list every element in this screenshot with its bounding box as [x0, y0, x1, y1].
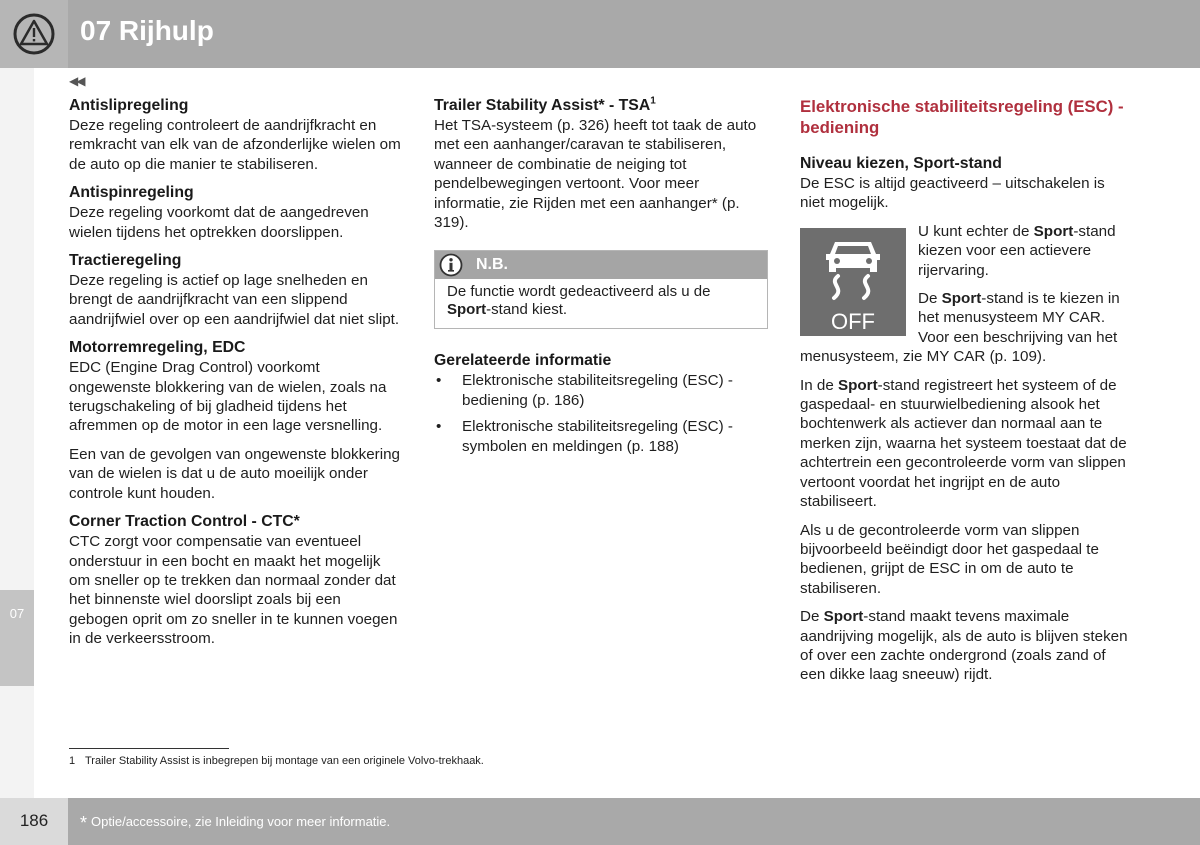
- section-title-ctc: Corner Traction Control - CTC*: [69, 513, 300, 531]
- footnote-divider: [69, 748, 229, 749]
- section-text-antislip: Deze regeling controleert de aandrijfkracht en remkracht van elk van de afzonderlijke wielen om de auto op die manier te stabiliseren.: [69, 117, 401, 173]
- section-text-antispin: Deze regeling voorkomt dat de aangedreven wielen tijdens het optrekken doorslippen.: [69, 204, 369, 241]
- footnote-number: 1: [69, 755, 76, 767]
- section-text-tsa: Het TSA-systeem (p. 326) heeft tot taak de auto met een aanhanger/caravan te stabiliseren, wanneer de combinatie de neiging tot pendelbewegingen vertoont. Voor meer informatie, zie Rijden met een aanhanger* (p. 319).: [434, 117, 757, 232]
- column-right: [800, 96, 1132, 694]
- section-text-edc-1: EDC (Engine Drag Control) voorkomt ongewenste blokkering van de wielen, zoals na terugschakeling of bij gladheid tijdens het afremmen op de motor in een lage versnelling.: [69, 359, 387, 435]
- esc-off-icon: [800, 228, 906, 336]
- related-link[interactable]: • Elektronische stabiliteitsregeling (ESC) - symbolen en meldingen (p. 188): [434, 417, 768, 456]
- chapter-tab-label: 07: [9, 606, 25, 621]
- star-icon: *: [80, 813, 88, 833]
- column-middle: [434, 96, 768, 463]
- section-title-antispin: Antispinregeling: [69, 184, 194, 202]
- related-info-title: Gerelateerde informatie: [434, 352, 612, 370]
- back-arrows-icon[interactable]: ◀◀: [69, 74, 84, 88]
- page-number-box: [0, 798, 68, 845]
- info-icon: [439, 253, 463, 277]
- esc-heading: Elektronische stabiliteitsregeling (ESC) - bediening: [800, 97, 1124, 137]
- footer-note-text: Optie/accessoire, zie Inleiding voor meer informatie.: [91, 814, 391, 829]
- esc-para-3: In de Sport-stand registreert het systeem of de gaspedaal- en stuurwielbediening alsook het bochtenwerk als actiever dan normaal aan te merken zijn, waarna het systeem toestaat dat de achtertrein een gecontroleerde vorm van slippen vertoont voordat het ingrijpt en de auto stabiliseert.: [800, 376, 1127, 511]
- esc-para-2: De Sport-stand is te kiezen in het menusysteem MY CAR. Voor een beschrijving van het menusysteem, zie MY CAR (p. 109).: [800, 290, 1120, 366]
- esc-subtitle: Niveau kiezen, Sport-stand: [800, 155, 1002, 172]
- footnote-ref[interactable]: 1: [650, 95, 656, 107]
- section-title-edc: Motorremregeling, EDC: [69, 339, 246, 357]
- section-text-ctc: CTC zorgt voor compensatie van eventueel onderstuur in een bocht en maakt het mogelijk om sneller op te trekken dan normaal zonder dat het binnenste wiel doorslipt zoals bij een gebogen oprit om zo sneller in te kunnen voegen in de verkeersstroom.: [69, 533, 398, 648]
- esc-subtitle-text: De ESC is altijd geactiveerd – uitschakelen is niet mogelijk.: [800, 175, 1105, 212]
- warning-triangle-icon: [12, 12, 56, 56]
- page-footer: [0, 798, 1200, 845]
- section-text-edc-2: Een van de gevolgen van ongewenste blokkering van de wielen is dat u de auto moeilijk onder controle kunt houden.: [69, 445, 400, 502]
- note-text-bold: Sport: [447, 301, 487, 319]
- note-text: De functie wordt gedeactiveerd als u de: [447, 283, 711, 301]
- chapter-tab[interactable]: [0, 590, 34, 686]
- esc-para-1: U kunt echter de Sport-stand kiezen voor een actievere rijervaring.: [918, 222, 1116, 279]
- esc-para-4: Als u de gecontroleerde vorm van slippen bijvoorbeeld beëindigt door het gaspedaal te bedienen, grijpt de ESC in om de auto te stabiliseren.: [800, 521, 1099, 597]
- related-info-list: [434, 371, 768, 456]
- section-title-tractie: Tractieregeling: [69, 252, 182, 270]
- esc-para-5: De Sport-stand maakt tevens maximale aandrijving mogelijk, als de auto is blijven steken of over een zachte ondergrond (zoals zand of een dikke laag sneeuw) rijdt.: [800, 608, 1128, 684]
- related-link[interactable]: • Elektronische stabiliteitsregeling (ESC) - bediening (p. 186): [434, 371, 768, 410]
- section-text-tractie: Deze regeling is actief op lage snelheden en brengt de aandrijfkracht van een slippend aandrijfwiel over op een aandrijfwiel dat niet slipt.: [69, 272, 400, 328]
- page-title: 07 Rijhulp: [80, 15, 214, 46]
- esc-off-label: OFF: [831, 308, 875, 334]
- note-text-end: -stand kiest.: [486, 301, 568, 319]
- note-box-header: [435, 251, 767, 279]
- footer-note: [80, 813, 390, 834]
- note-box-body: [435, 279, 767, 328]
- side-margin-strip: [0, 68, 34, 798]
- page-number: 186: [19, 811, 49, 830]
- footnote-text: Trailer Stability Assist is inbegrepen bij montage van een originele Volvo-trekhaak.: [85, 755, 484, 767]
- tsa-title-text: Trailer Stability Assist* - TSA: [434, 97, 651, 114]
- header-icon-box: [0, 0, 68, 68]
- page-header: [0, 0, 1200, 68]
- section-title-tsa: [434, 96, 768, 116]
- section-title-antislip: Antislipregeling: [69, 97, 189, 114]
- note-box-label: N.B.: [476, 256, 508, 274]
- footnote: [69, 755, 484, 767]
- esc-off-symbol: [800, 228, 906, 336]
- note-box: [434, 250, 768, 329]
- column-left: [69, 96, 401, 658]
